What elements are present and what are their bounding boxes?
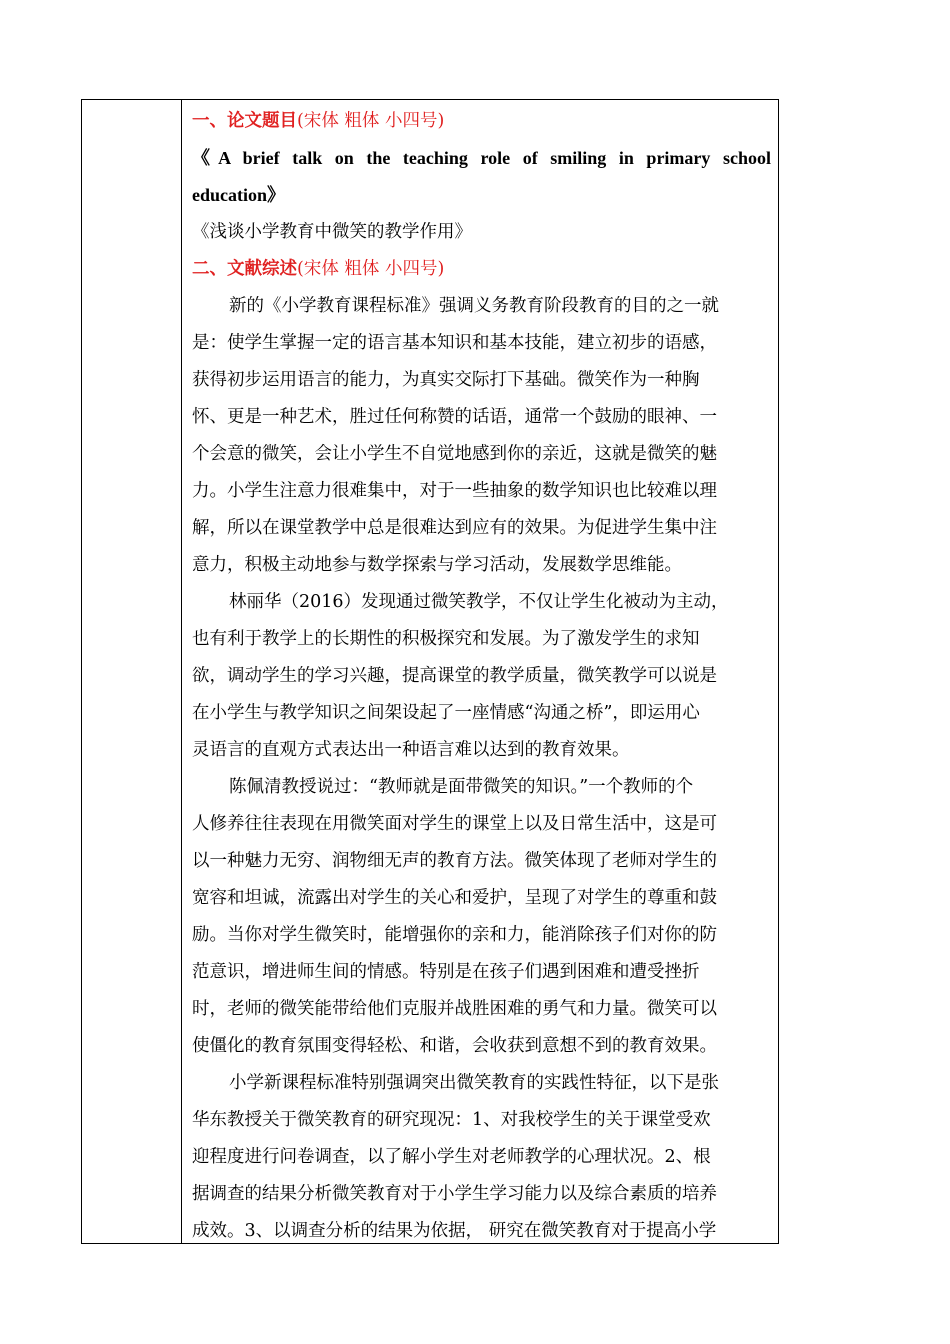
paragraph-line: 意力，积极主动地参与数学探索与学习活动，发展数学思维能。 bbox=[192, 555, 682, 575]
paragraph-line: 成效。3、以调查分析的结果为依据， 研究在微笑教育对于提高小学 bbox=[192, 1221, 717, 1241]
paragraph-line: 小学新课程标准特别强调突出微笑教育的实践性特征，以下是张 bbox=[229, 1073, 719, 1093]
paragraph-line: 宽容和坦诚，流露出对学生的关心和爱护，呈现了对学生的尊重和鼓 bbox=[192, 888, 717, 908]
paragraph-line: 华东教授关于微笑教育的研究现况：1、对我校学生的关于课堂受欢 bbox=[192, 1110, 711, 1130]
paragraph-line: 新的《小学教育课程标准》强调义务教育阶段教育的目的之一就 bbox=[229, 296, 719, 316]
paragraph-line: 时，老师的微笑能带给他们克服并战胜困难的勇气和力量。微笑可以 bbox=[192, 999, 717, 1019]
paragraph bbox=[192, 769, 771, 1065]
paragraph-line: 使僵化的教育氛围变得轻松、和谐，会收获到意想不到的教育效果。 bbox=[192, 1036, 717, 1056]
paragraph-line: 以一种魅力无穷、润物细无声的教育方法。微笑体现了老师对学生的 bbox=[192, 851, 717, 871]
paragraph-line: 陈佩清教授说过：“教师就是面带微笑的知识。”一个教师的个 bbox=[229, 777, 694, 797]
paragraph-line: 力。小学生注意力很难集中，对于一些抽象的数学知识也比较难以理 bbox=[192, 481, 717, 501]
paragraph-line: 在小学生与教学知识之间架设起了一座情感“沟通之桥”，即运用心 bbox=[192, 703, 700, 723]
document-table bbox=[81, 99, 779, 1244]
section1-heading-title: 一、论文题目 bbox=[192, 111, 297, 131]
paragraph bbox=[192, 1065, 771, 1241]
paragraph-line: 怀、更是一种艺术，胜过任何称赞的话语，通常一个鼓励的眼神、一 bbox=[192, 407, 717, 427]
paragraph-line: 也有利于教学上的长期性的积极探究和发展。为了激发学生的求知 bbox=[192, 629, 700, 649]
section2-heading-note: (宋体 粗体 小四号) bbox=[297, 259, 445, 279]
paragraph-line: 人修养往往表现在用微笑面对学生的课堂上以及日常生活中，这是可 bbox=[192, 814, 717, 834]
paragraph-line: 是：使学生掌握一定的语言基本知识和基本技能，建立初步的语感， bbox=[192, 333, 717, 353]
paragraph-line: 励。当你对学生微笑时，能增强你的亲和力，能消除孩子们对你的防 bbox=[192, 925, 717, 945]
section2-heading bbox=[192, 251, 771, 288]
section1-heading bbox=[192, 103, 771, 140]
title-english-line2: education》 bbox=[192, 185, 286, 205]
paragraph-line: 解，所以在课堂教学中总是很难达到应有的效果。为促进学生集中注 bbox=[192, 518, 717, 538]
paragraph-line: 林丽华（2016）发现通过微笑教学，不仅让学生化被动为主动， bbox=[229, 592, 729, 612]
paragraph bbox=[192, 288, 771, 584]
paragraph-line: 范意识，增进师生间的情感。特别是在孩子们遇到困难和遭受挫折 bbox=[192, 962, 700, 982]
content-cell bbox=[192, 103, 771, 1241]
title-english-line1: 《A brief talk on the teaching role of smiling in primary school bbox=[192, 148, 771, 168]
paragraph bbox=[192, 584, 771, 769]
literature-review-body bbox=[192, 288, 771, 1241]
section1-heading-note: (宋体 粗体 小四号) bbox=[297, 111, 445, 131]
title-chinese: 《浅谈小学教育中微笑的教学作用》 bbox=[192, 222, 472, 242]
paragraph-line: 获得初步运用语言的能力，为真实交际打下基础。微笑作为一种胸 bbox=[192, 370, 700, 390]
paragraph-line: 迎程度进行问卷调查，以了解小学生对老师教学的心理状况。2、根 bbox=[192, 1147, 711, 1167]
label-column bbox=[82, 100, 182, 1243]
paragraph-line: 灵语言的直观方式表达出一种语言难以达到的教育效果。 bbox=[192, 740, 630, 760]
paragraph-line: 据调查的结果分析微笑教育对于小学生学习能力以及综合素质的培养 bbox=[192, 1184, 717, 1204]
paragraph-line: 个会意的微笑，会让小学生不自觉地感到你的亲近，这就是微笑的魅 bbox=[192, 444, 717, 464]
paragraph-line: 欲，调动学生的学习兴趣，提高课堂的教学质量，微笑教学可以说是 bbox=[192, 666, 717, 686]
section2-heading-title: 二、文献综述 bbox=[192, 259, 297, 279]
